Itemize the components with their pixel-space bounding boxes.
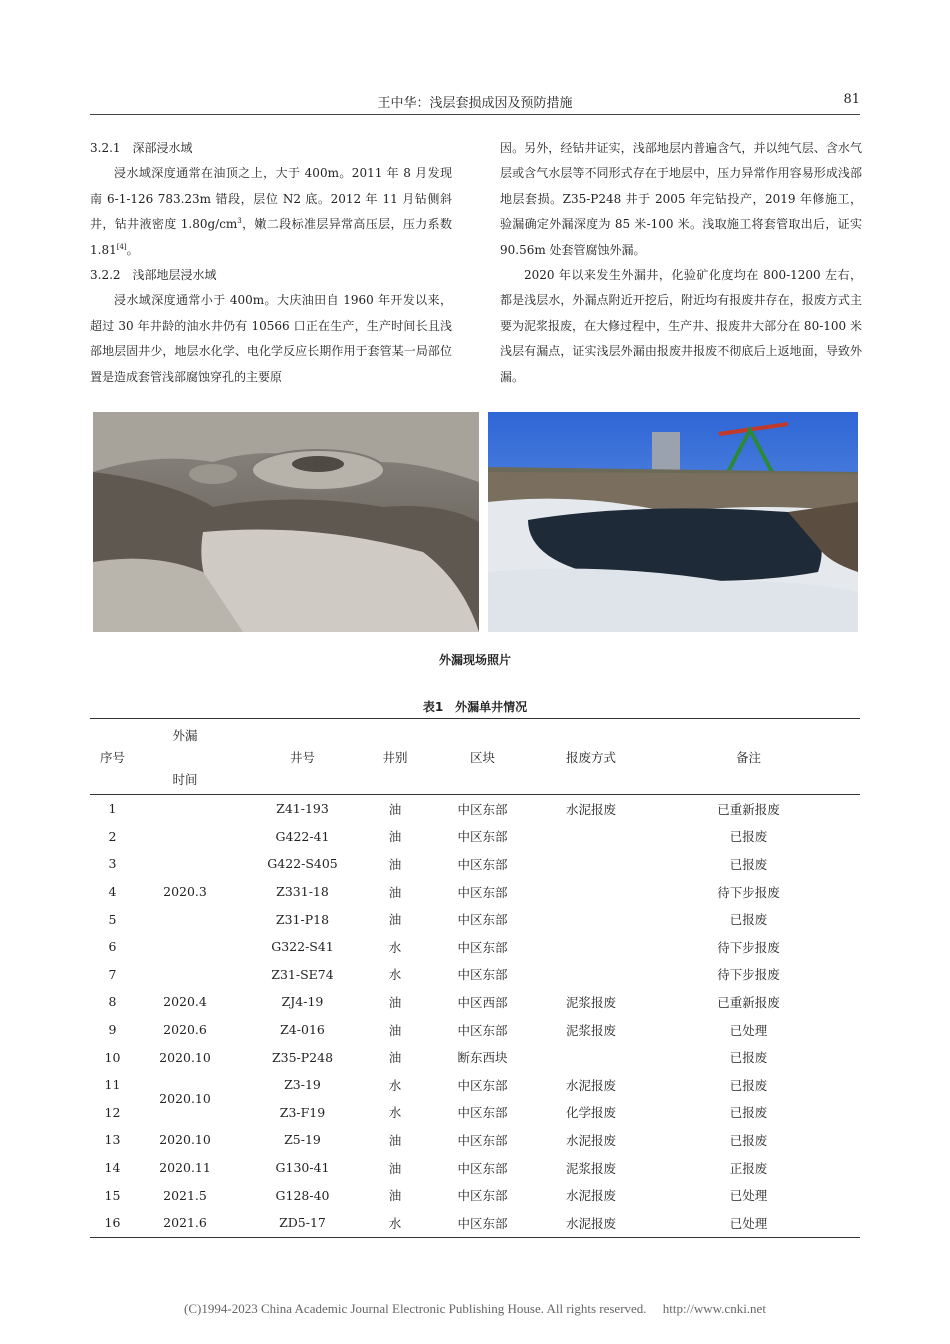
cell-method: 泥浆报废 [565, 1160, 616, 1176]
cell-block: 中区东部 [457, 1160, 508, 1176]
cell-type: 油 [388, 1050, 402, 1066]
col-header-time-line1: 外漏 [172, 727, 198, 743]
cell-seq: 2 [108, 828, 117, 844]
col-header-seq: 序号 [90, 719, 135, 795]
col-header-time-line2: 时间 [172, 771, 198, 787]
cell-remark: 已报废 [729, 1050, 768, 1066]
cell-type: 水 [388, 967, 402, 983]
cell-block: 中区东部 [457, 1105, 508, 1121]
cell-well: Z35-P248 [271, 1049, 334, 1065]
cell-method: 水泥报废 [545, 1209, 637, 1237]
cell-method [545, 878, 637, 906]
cell-seq: 8 [108, 994, 117, 1010]
cell-block: 中区东部 [457, 829, 508, 845]
cell-well: Z4-016 [280, 1022, 325, 1038]
cell-method: 泥浆报废 [565, 994, 616, 1010]
cell-method: 水泥报废 [565, 1188, 616, 1204]
cell-remark: 正报废 [729, 1160, 768, 1176]
cell-block: 中区东部 [457, 1022, 508, 1038]
cell-type: 油 [388, 856, 402, 872]
header-title: 王中华：浅层套损成因及预防措施 [377, 96, 573, 111]
table-row [90, 988, 860, 1016]
cell-remark: 已重新报废 [717, 801, 780, 817]
col-header-remark: 备注 [637, 719, 860, 795]
cell-well: Z3-19 [284, 1077, 321, 1093]
cell-remark: 已处理 [637, 1209, 860, 1237]
cell-well: G130-41 [275, 1160, 330, 1176]
cell-method [545, 933, 637, 961]
cell-seq: 13 [104, 1132, 121, 1148]
cell-type: 油 [388, 912, 402, 928]
paragraph-shallow-zone: 浸水域深度通常小于 400m。大庆油田自 1960 年开发以来，超过 30 年井龄的油水井仍有 10566 口正在生产，生产时间长且浅部地层固井少，地层水化学、电化学反应长期作用于套管某一局部位置是造成套管浅部腐蚀穿孔的主要原 [90, 293, 452, 384]
cell-block: 中区东部 [457, 912, 508, 928]
paragraph-deep-zone-text-b: ，嫩二段标准层异常高压层，压力系数 1.81 [90, 217, 452, 257]
section-heading-3-2-1: 3.2.1 深部浸水域 [90, 141, 193, 155]
cell-well: Z331-18 [276, 884, 329, 900]
cell-remark: 已报废 [729, 1105, 768, 1121]
photo-flooded-pit-image [488, 412, 858, 632]
cell-seq: 4 [108, 884, 117, 900]
table-row [90, 1071, 860, 1099]
cell-remark: 已处理 [729, 1188, 768, 1204]
cell-seq: 6 [108, 939, 117, 955]
cell-type: 油 [388, 1022, 402, 1038]
cell-method [545, 1043, 637, 1071]
page-number: 81 [843, 92, 860, 107]
cell-block: 断东西块 [457, 1050, 508, 1066]
cell-remark: 已报废 [729, 829, 768, 845]
cell-type: 油 [388, 1160, 402, 1176]
cell-well: ZJ4-19 [281, 994, 324, 1010]
cell-time: 2020.4 [163, 994, 207, 1010]
cell-well: G422-41 [275, 828, 330, 844]
cell-time: 2021.5 [163, 1187, 207, 1203]
cell-time: 2020.10 [159, 1091, 211, 1107]
left-column [90, 136, 452, 390]
cell-well: Z3-F19 [279, 1104, 326, 1120]
photo-wellhead-mud [93, 412, 479, 632]
cell-block: 中区西部 [457, 994, 508, 1010]
cell-seq: 3 [108, 856, 117, 872]
paragraph-continued: 因。另外，经钻井证实，浅部地层内普遍含气，并以纯气层、含水气层或含气水层等不同形式存在于地层中，压力异常作用容易形成浅部地层套损。Z35-P248 井于 2005 年完钻投产，2019 年修施工，验漏确定外漏深度为 85 米-100 米。浅取施工将套管取出后，证实 90.56m 处套管腐蚀外漏。 [500, 141, 862, 257]
cell-type: 油 [388, 801, 402, 817]
cell-time: 2020.11 [159, 1160, 211, 1176]
table-row [90, 1043, 860, 1071]
table-row [90, 1181, 860, 1209]
table-row [90, 1209, 860, 1237]
cell-block: 中区东部 [457, 1077, 508, 1093]
cell-remark: 已报废 [729, 1077, 768, 1093]
section-heading-3-2-2: 3.2.2 浅部地层浸水域 [90, 268, 217, 283]
cell-remark: 待下步报废 [717, 884, 780, 900]
cell-block: 中区东部 [457, 801, 508, 817]
cell-well: Z41-193 [276, 801, 329, 817]
cell-method [545, 905, 637, 933]
copyright-footer: (C)1994-2023 China Academic Journal Electronic Publishing House. All rights reserved. http://www.cnki.net [184, 1301, 766, 1316]
cell-block: 中区东部 [457, 1132, 508, 1148]
cell-seq: 10 [104, 1049, 121, 1065]
table-header-row [90, 719, 860, 795]
cell-seq: 16 [90, 1209, 135, 1237]
cell-block: 中区东部 [457, 967, 508, 983]
cell-seq: 14 [104, 1160, 121, 1176]
figure-caption: 外漏现场照片 [438, 653, 511, 667]
cell-method [545, 961, 637, 989]
cell-seq: 9 [108, 1022, 117, 1038]
cell-well: G322-S41 [271, 939, 334, 955]
cell-block: 中区东部 [457, 939, 508, 955]
cell-remark: 待下步报废 [717, 967, 780, 983]
cell-remark: 已处理 [729, 1022, 768, 1038]
paragraph-deep-zone-text-c: 。 [126, 242, 139, 257]
cell-time: 2020.3 [163, 884, 207, 900]
col-header-block: 区块 [420, 719, 545, 795]
paragraph-2020-leaks: 2020 年以来发生外漏井，化验矿化度均在 800-1200 左右，都是浅层水，外漏点附近开挖后，附近均有报废井存在，报废方式主要为泥浆报废，在大修过程中，生产井、报废井大部分在 80-100 米浅层有漏点，证实浅层外漏由报废井报废不彻底后上返地面，导致外漏。 [500, 268, 862, 384]
cell-type: 油 [388, 1188, 402, 1204]
cell-type: 水 [388, 1105, 402, 1121]
cell-remark: 待下步报废 [717, 939, 780, 955]
right-column [500, 136, 862, 390]
cell-time: 2020.10 [159, 1132, 211, 1148]
cell-block: 中区东部 [457, 884, 508, 900]
table-row [90, 1154, 860, 1182]
cell-type: 油 [388, 1132, 402, 1148]
cell-type: 油 [388, 994, 402, 1010]
leak-wells-table [90, 718, 860, 1238]
cell-seq: 15 [104, 1187, 121, 1203]
cell-remark: 已报废 [729, 912, 768, 928]
table-caption: 表1 外漏单井情况 [422, 700, 528, 714]
cell-well: Z31-SE74 [271, 966, 334, 982]
cell-well: Z5-19 [284, 1132, 321, 1148]
cell-remark: 已报废 [729, 856, 768, 872]
cell-well: ZD5-17 [235, 1209, 370, 1237]
cell-method: 泥浆报废 [565, 1022, 616, 1038]
cell-seq: 7 [108, 966, 117, 982]
cell-block: 中区东部 [457, 856, 508, 872]
col-header-type: 井别 [370, 719, 420, 795]
col-header-method: 报废方式 [545, 719, 637, 795]
cell-method: 水泥报废 [565, 801, 616, 817]
running-header [90, 92, 860, 115]
cell-time: 2020.6 [163, 1022, 207, 1038]
cell-method: 水泥报废 [565, 1132, 616, 1148]
cell-time: 2021.6 [135, 1209, 235, 1237]
photo-flooded-pit [488, 412, 858, 632]
cell-seq: 12 [104, 1104, 121, 1120]
cell-type: 油 [388, 884, 402, 900]
cell-well: G422-S405 [267, 856, 338, 872]
cell-method: 化学报废 [565, 1105, 616, 1121]
cell-type: 水 [370, 1209, 420, 1237]
col-header-well: 井号 [235, 719, 370, 795]
cell-method [545, 850, 637, 878]
paragraph-deep-zone [90, 161, 452, 263]
cell-well: Z31-P18 [275, 911, 330, 927]
cell-block: 中区东部 [457, 1188, 508, 1204]
cell-remark: 已重新报废 [717, 994, 780, 1010]
paragraph-deep-zone-text-a: 浸水域深度通常在油顶之上，大于 400m。2011 年 8 月发现南 6-1-126 783.23m 错段，层位 N2 底。2012 年 11 月钻侧斜井，钻井液密度 1.80g/cm [90, 166, 452, 232]
cell-well: G128-40 [275, 1187, 330, 1203]
cell-time: 2020.10 [159, 1049, 211, 1065]
table-body [90, 795, 860, 1238]
col-header-time [135, 719, 235, 795]
citation-ref[interactable]: [4] [116, 242, 127, 251]
cell-type: 油 [388, 829, 402, 845]
cell-method [545, 823, 637, 851]
table-row [90, 795, 860, 823]
cell-type: 水 [388, 1077, 402, 1093]
cell-method: 水泥报废 [565, 1077, 616, 1093]
superscript-3: 3 [237, 217, 242, 226]
cell-block: 中区东部 [420, 1209, 545, 1237]
cell-type: 水 [388, 939, 402, 955]
table-row [90, 1016, 860, 1044]
table-row [90, 1126, 860, 1154]
cell-seq: 1 [108, 801, 117, 817]
cell-seq: 5 [108, 911, 117, 927]
cell-seq: 11 [104, 1077, 121, 1093]
cell-remark: 已报废 [729, 1132, 768, 1148]
photo-wellhead-mud-image [93, 412, 479, 632]
